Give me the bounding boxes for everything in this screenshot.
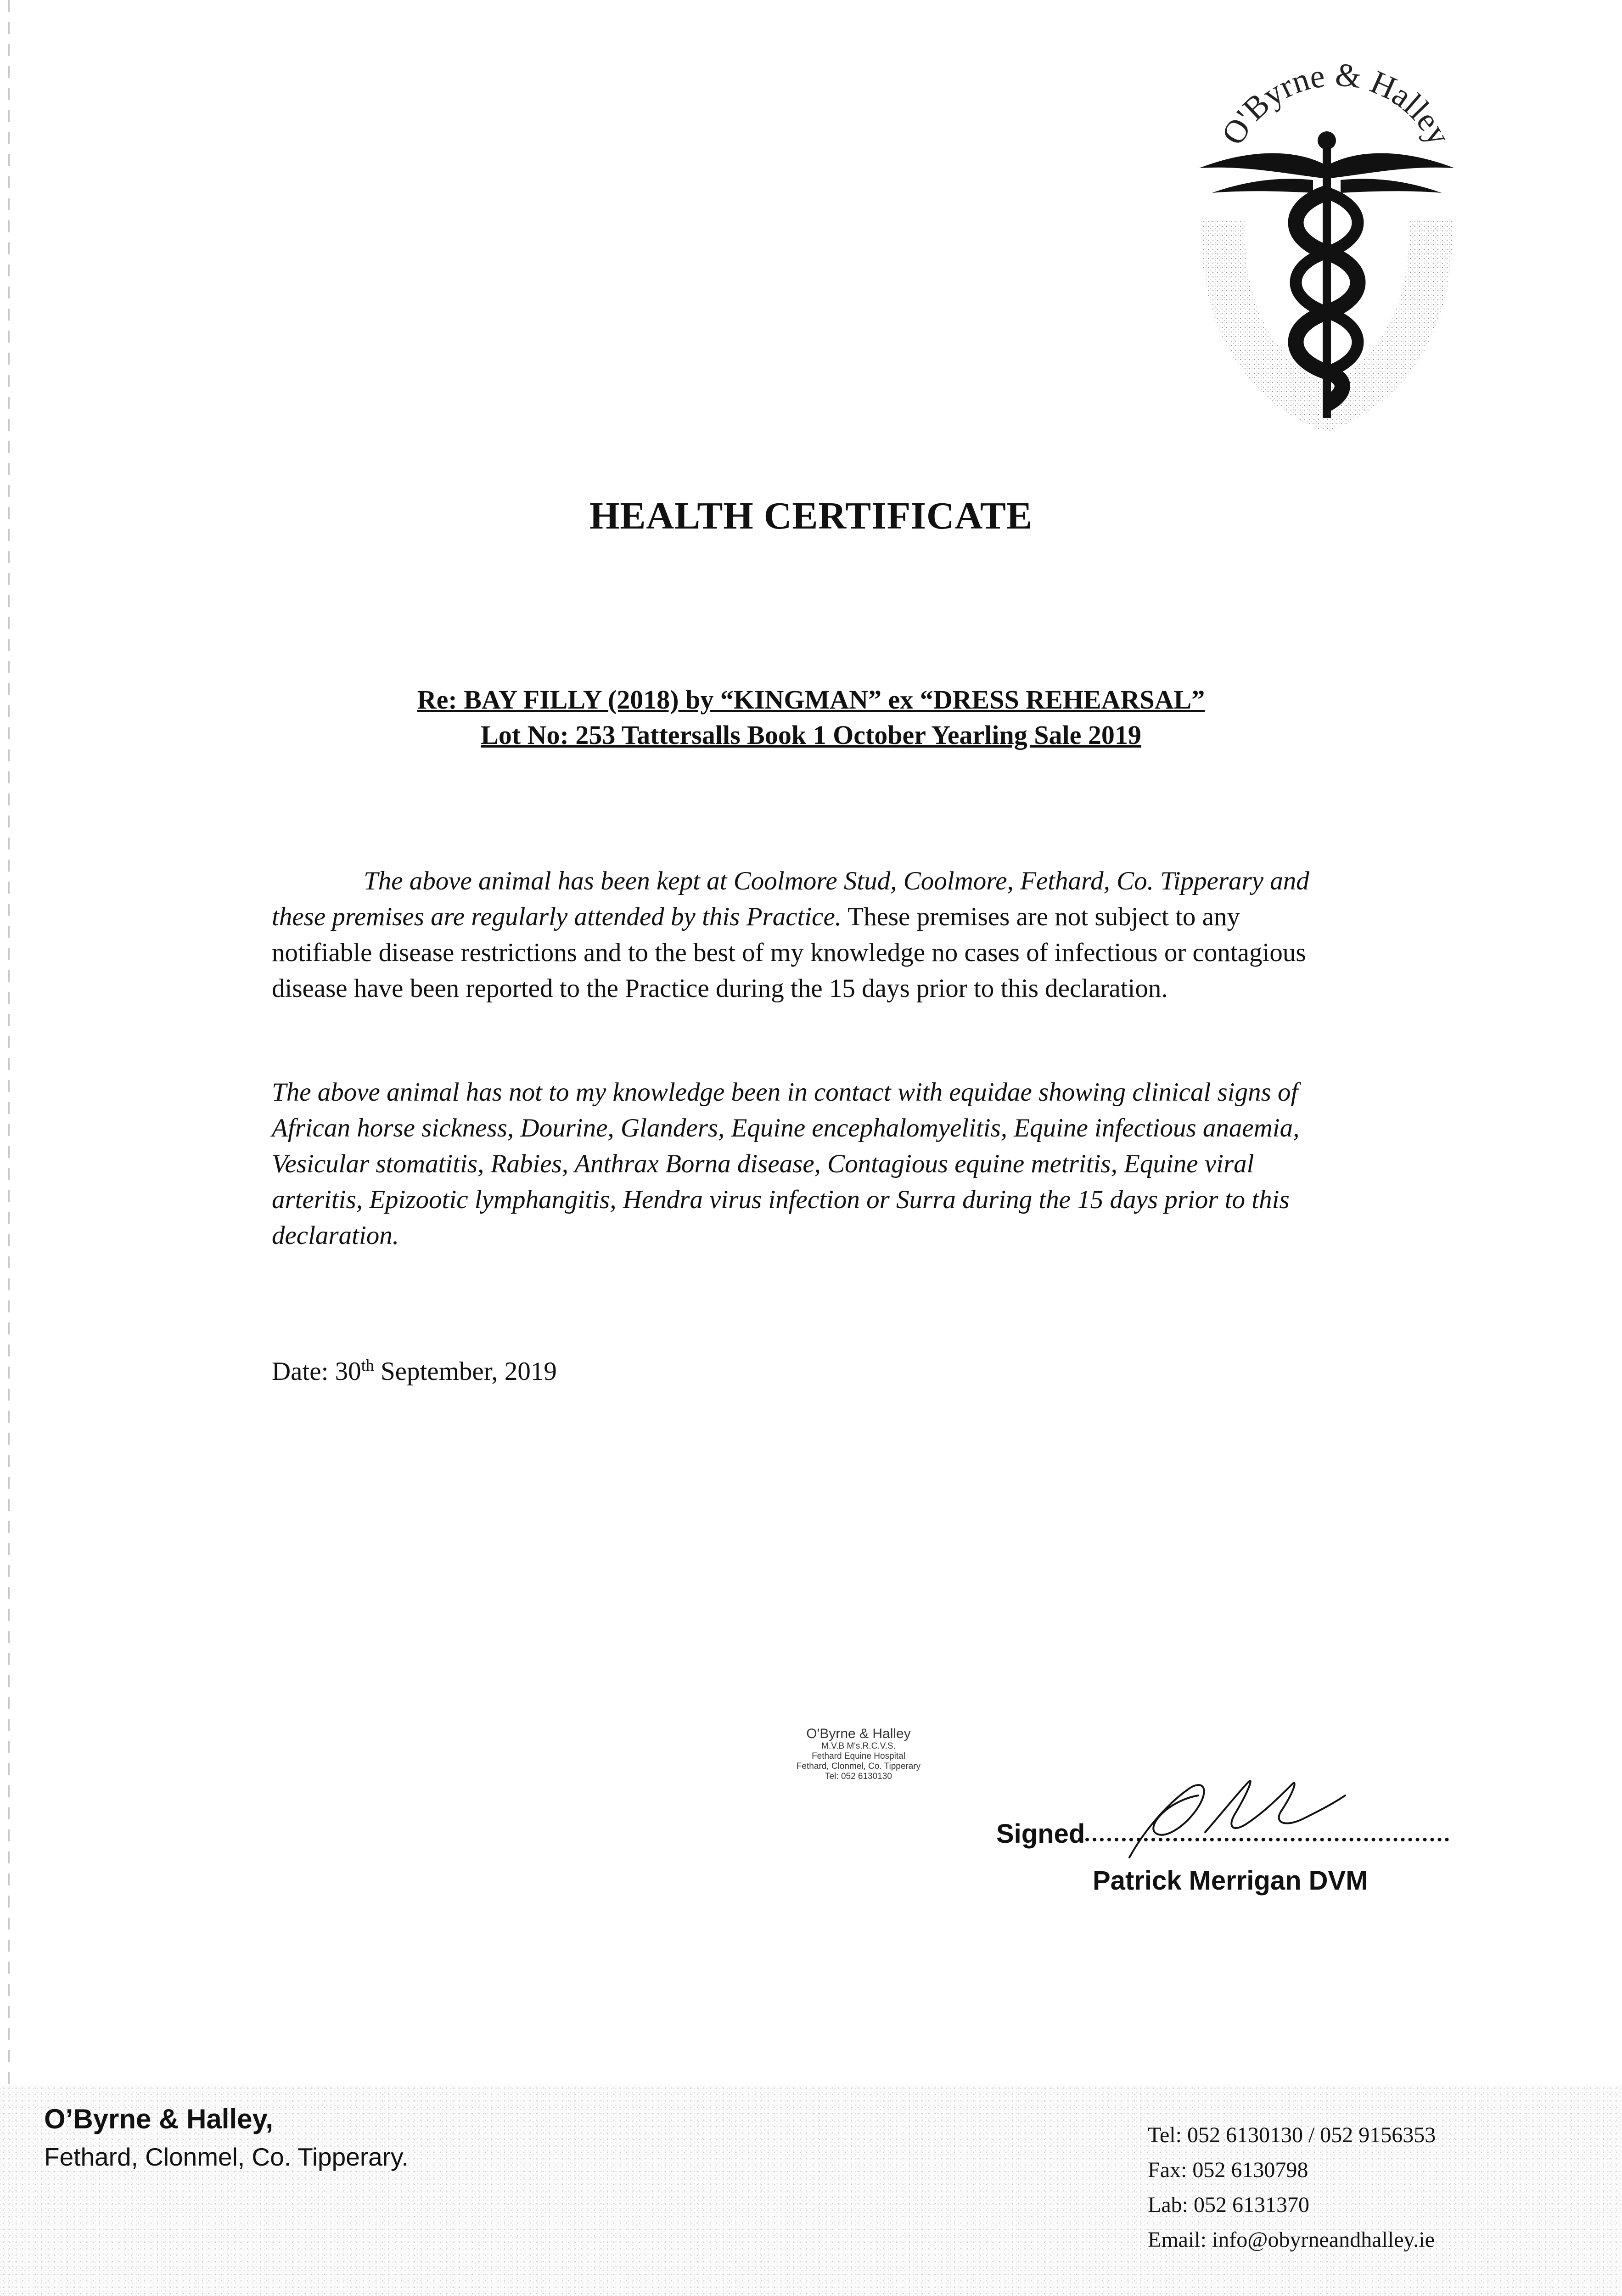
- handwritten-signature: [1111, 1763, 1350, 1864]
- footer-email: Email: info@obyrneandhalley.ie: [1148, 2228, 1435, 2252]
- signer-name: Patrick Merrigan DVM: [1093, 1866, 1368, 1896]
- footer-contact: [1148, 2118, 1436, 2257]
- subject-line: Re: BAY FILLY (2018) by “KINGMAN” ex “DRESS REHEARSAL”: [417, 685, 1205, 715]
- signed-label: Signed: [996, 1819, 1085, 1849]
- stamp-address: Fethard, Clonmel, Co. Tipperary: [796, 1761, 921, 1771]
- signature-block: [996, 1818, 1386, 1910]
- footer-lab: Lab: 052 6131370: [1148, 2193, 1309, 2217]
- disease-paragraph: The above animal has not to my knowledge been in contact with equidae showing clinical signs of African horse sickness, Dourine, Glanders, Equine encephalomyelitis, Equine infectious anaemia, Vesicular stomatitis, Rabies, Anthrax Borna disease, Contagious equine metritis, Equine viral arteritis, Epizootic lymphangitis, Hendra virus infection or Surra during the 15 days prior to this declaration.: [272, 1078, 1300, 1250]
- stamp-hospital: Fethard Equine Hospital: [812, 1751, 905, 1761]
- premises-text: These premises are not subject to any notifiable disease restrictions and to the best of my knowledge no cases of infectious or contagious disease have been reported to the Practice during the 15 days prior to this declaration.: [272, 902, 1306, 1003]
- practice-stamp: [762, 1727, 955, 1782]
- certificate-date: [272, 1356, 557, 1386]
- premises-paragraph: [272, 863, 1346, 1007]
- footer-address: Fethard, Clonmel, Co. Tipperary.: [44, 2143, 409, 2171]
- certificate-title: HEALTH CERTIFICATE: [589, 495, 1033, 537]
- logo-text: O'Byrne & Halley: [1214, 56, 1458, 151]
- date-suffix: th: [361, 1356, 374, 1374]
- lot-line: Lot No: 253 Tattersalls Book 1 October Yearling Sale 2019: [481, 720, 1141, 750]
- stamp-phone: Tel: 052 6130130: [825, 1772, 892, 1781]
- stamp-qualifications: M.V.B M's.R.C.V.S.: [821, 1741, 896, 1751]
- footer-tel: Tel: 052 6130130 / 052 9156353: [1148, 2123, 1436, 2147]
- scan-edge-marks: [8, 0, 10, 2296]
- date-day: Date: 30: [272, 1357, 361, 1386]
- footer-practice-name: O’Byrne & Halley,: [44, 2104, 274, 2134]
- svg-text:O'Byrne & Halley: [1214, 56, 1458, 151]
- date-month-year: September, 2019: [374, 1357, 557, 1386]
- caduceus-logo: [1175, 55, 1487, 441]
- premises-italic-text: The above animal has been kept at Coolmore Stud, Coolmore, Fethard, Co. Tipperary and these premises are regularly attended by this Practice.: [272, 867, 1309, 931]
- stamp-name: O'Byrne & Halley: [806, 1726, 911, 1741]
- footer-fax: Fax: 052 6130798: [1148, 2158, 1308, 2182]
